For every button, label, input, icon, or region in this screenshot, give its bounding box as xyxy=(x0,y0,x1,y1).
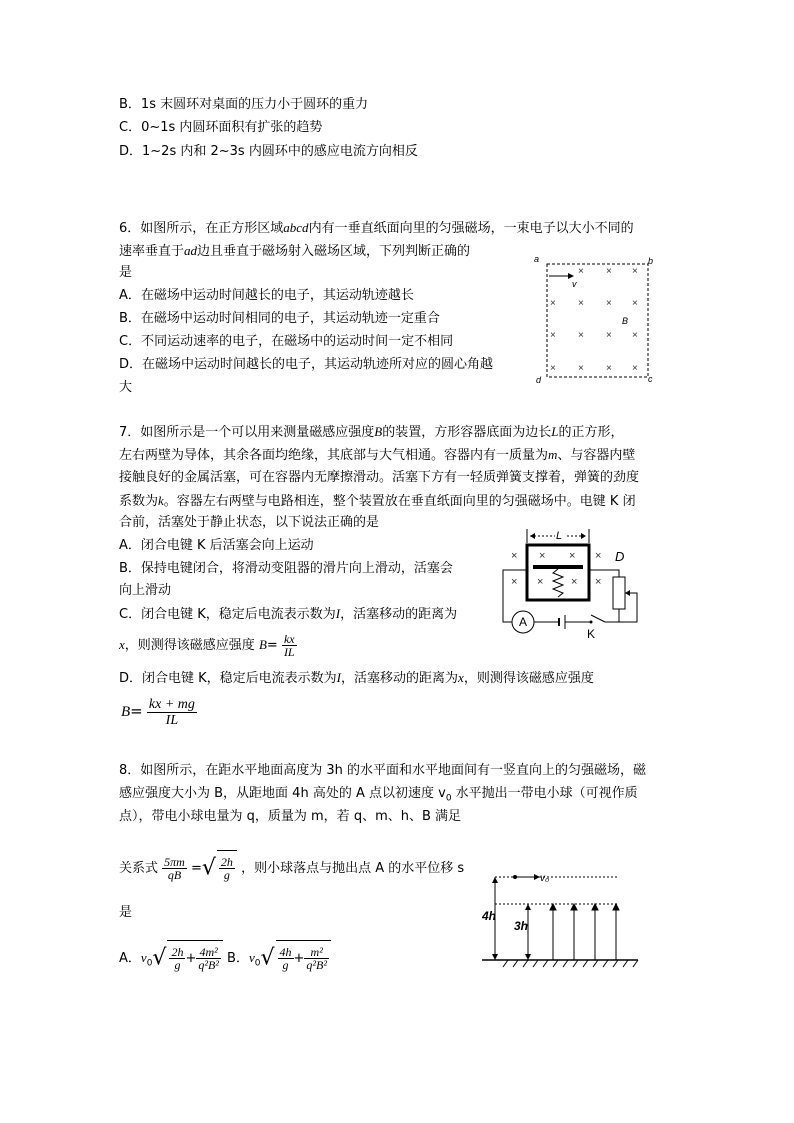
rheostat xyxy=(613,577,625,609)
container-walls xyxy=(527,545,589,600)
field-cross: × xyxy=(550,298,556,309)
q7-option-d-line2: B= $\frac{kx + mg}{IL}$ xyxy=(121,697,195,728)
formula-kx-plus-mg-over-il: $\frac{kx + mg}{IL}$ xyxy=(148,697,195,728)
q7-option-a: A．闭合电键 K 后活塞会向上运动 xyxy=(119,538,314,553)
field-cross: × xyxy=(606,266,612,277)
q7-stem-line2: 左右两壁为导体，其余各面均绝缘，其底部与大气相通。容器内有一质量为m、与容器内壁 xyxy=(119,447,636,463)
wire-right-bottom xyxy=(605,609,619,622)
option-b-formula: $\frac{4h}{g}$ + $\frac{\text{m²}}{\text{q²B²}}$ xyxy=(276,940,331,977)
q7-option-c-line2: x，则测得该磁感应强度 B= $\frac{kx}{IL}$ xyxy=(119,632,295,659)
field-cross: × xyxy=(632,330,638,341)
field-cross: × xyxy=(571,576,578,588)
field-cross: × xyxy=(539,550,546,562)
q8-stem-line5: 是 xyxy=(119,905,133,920)
field-lines-upward xyxy=(550,904,619,960)
rheostat-slider-wire xyxy=(619,593,637,622)
formula-kx-over-il: $\frac{kx}{IL}$ xyxy=(283,632,295,659)
formula-5pim-over-qb: $\frac{5\pi m}{qB}$ xyxy=(164,855,185,882)
q7-option-d-line1: D．闭合电键 K，稳定后电流表示数为I，活塞移动的距离为x，则测得该磁感应强度 xyxy=(119,670,594,686)
option-a-formula: $\frac{2h}{g}$ + $\frac{\text{4m²}}{\text{q²B²}}$ xyxy=(167,940,222,977)
point-a xyxy=(513,875,517,879)
square-boundary xyxy=(547,264,648,377)
field-cross: × xyxy=(578,266,584,277)
field-cross: × xyxy=(606,330,612,341)
label-a: A xyxy=(519,615,528,629)
q7-stem-line1: 7．如图所示是一个可以用来测量磁感应强度B的装置，方形容器底面为边长L的正方形， xyxy=(119,424,624,440)
q8-stem-line2: 感应强度大小为 B，从距地面 4h 高处的 A 点以初速度 $v_0$ 水平抛出一带电小球（可视作质 xyxy=(119,786,638,804)
q6-option-a: A．在磁场中运动时间越长的电子，其运动轨迹越长 xyxy=(119,288,414,303)
field-cross: × xyxy=(595,576,602,588)
label-d: D xyxy=(615,549,625,564)
q8-options-ab: A．$v_0√$ $\frac{2h}{g}$ + $\frac{\text{4m²}}{\text{q²B²}}$ B．$v_0√$ $\frac{4h}{g}$ + $\frac{\text{m²}}{\text{q²B²}}$ xyxy=(119,940,331,982)
label-l: L xyxy=(556,530,563,542)
field-cross: × xyxy=(578,298,584,309)
field-cross: × xyxy=(632,266,638,277)
label-a: a xyxy=(534,254,540,264)
field-cross: × xyxy=(578,363,584,374)
field-line-arrow xyxy=(571,904,577,910)
q8-stem-line3: 点），带电小球电量为 q，质量为 m，若 q、m、h、B 满足 xyxy=(119,809,462,824)
q8-magnetic-field-figure xyxy=(478,868,643,970)
field-cross: × xyxy=(550,363,556,374)
q6-option-d-line1: D．在磁场中运动时间越长的电子，其运动轨迹所对应的圆心角越 xyxy=(119,357,494,372)
field-cross: × xyxy=(632,298,638,309)
metal-piston xyxy=(533,565,583,569)
label-v: v xyxy=(572,279,577,289)
q8-stem-line1: 8．如图所示，在距水平地面高度为 3h 的水平面和水平地面间有一竖直向上的匀强磁场，磁 xyxy=(119,763,647,778)
formula-sqrt-2h-over-g: $\frac{2h}{g}$ xyxy=(217,850,237,887)
label-b: b xyxy=(648,256,654,266)
q7-stem-line5: 合前，活塞处于静止状态，以下说法正确的是 xyxy=(119,515,380,530)
label-k: K xyxy=(587,627,596,640)
q7-option-b-line1: B．保持电键闭合，将滑动变阻器的滑片向上滑动，活塞会 xyxy=(119,561,453,576)
q6-option-d-line2: 大 xyxy=(119,380,133,395)
rheostat-slider xyxy=(625,590,630,596)
q7-stem-line3: 接触良好的金属活塞，可在容器内无摩擦滑动。活塞下方有一轻质弹簧支撑着，弹簧的劲度 xyxy=(119,470,640,485)
q5-option-b: B．1s 末圆环对桌面的压力小于圆环的重力 xyxy=(119,97,369,112)
q6-option-b: B．在磁场中运动时间相同的电子，其运动轨迹一定重合 xyxy=(119,311,440,326)
height-4h-arrow-bottom xyxy=(492,954,498,960)
q6-stem-line1: 6．如图所示，在正方形区域abcd内有一垂直纸面向里的匀强磁场，一束电子以大小不同的 xyxy=(119,220,634,236)
dimension-arrow-left xyxy=(530,533,535,539)
height-3h-arrow-top xyxy=(525,904,531,910)
field-cross: × xyxy=(511,550,518,562)
field-cross: × xyxy=(511,576,518,588)
height-3h-arrow-bottom xyxy=(525,954,531,960)
field-cross: × xyxy=(606,298,612,309)
switch-k xyxy=(591,615,605,622)
field-cross: × xyxy=(606,363,612,374)
q6-square-field-figure xyxy=(530,252,660,386)
q7-option-c-line1: C．闭合电键 K，稳定后电流表示数为I，活塞移动的距离为 xyxy=(119,606,458,622)
q5-option-d: D．1~2s 内和 2~3s 内圆环中的感应电流方向相反 xyxy=(119,144,418,159)
field-cross: × xyxy=(595,550,602,562)
field-cross: × xyxy=(632,363,638,374)
field-cross: × xyxy=(578,330,584,341)
label-d: d xyxy=(536,375,542,385)
field-cross: × xyxy=(537,576,544,588)
label-v0: v₀ xyxy=(540,873,550,884)
field-line-arrow xyxy=(550,904,556,910)
spring xyxy=(553,569,563,597)
label-field-b: B xyxy=(622,316,629,326)
q8-stem-line4: 关系式 $\frac{5\pi m}{qB}$ =√ $\frac{2h}{g}$ ，则小球落点与抛出点 A 的水平位移 s xyxy=(119,850,464,887)
dimension-arrow-right xyxy=(581,533,586,539)
q6-stem-line3: 是 xyxy=(119,265,133,280)
field-cross: × xyxy=(550,330,556,341)
label-3h: 3h xyxy=(514,919,529,933)
ground-hatching xyxy=(503,960,638,967)
label-4h: 4h xyxy=(482,909,497,923)
field-line-arrow xyxy=(592,904,598,910)
wire-right-top xyxy=(589,570,619,577)
field-cross: × xyxy=(569,550,576,562)
q6-stem-line2: 速率垂直于ad边且垂直于磁场射入磁场区域，下列判断正确的 xyxy=(119,243,471,259)
q7-option-b-line2: 向上滑动 xyxy=(119,583,172,598)
q6-option-c: C．不同运动速率的电子，在磁场中的运动时间一定不相同 xyxy=(119,334,454,349)
label-c: c xyxy=(648,374,653,384)
field-line-arrow xyxy=(613,904,619,910)
q7-stem-line4: 系数为k。容器左右两壁与电路相连，整个装置放在垂直纸面向里的匀强磁场中。电键 K 闭 xyxy=(119,493,636,509)
height-4h-arrow-top xyxy=(492,877,498,883)
q7-piston-apparatus-figure xyxy=(495,525,655,640)
q5-option-c: C．0~1s 内圆环面积有扩张的趋势 xyxy=(119,120,323,135)
